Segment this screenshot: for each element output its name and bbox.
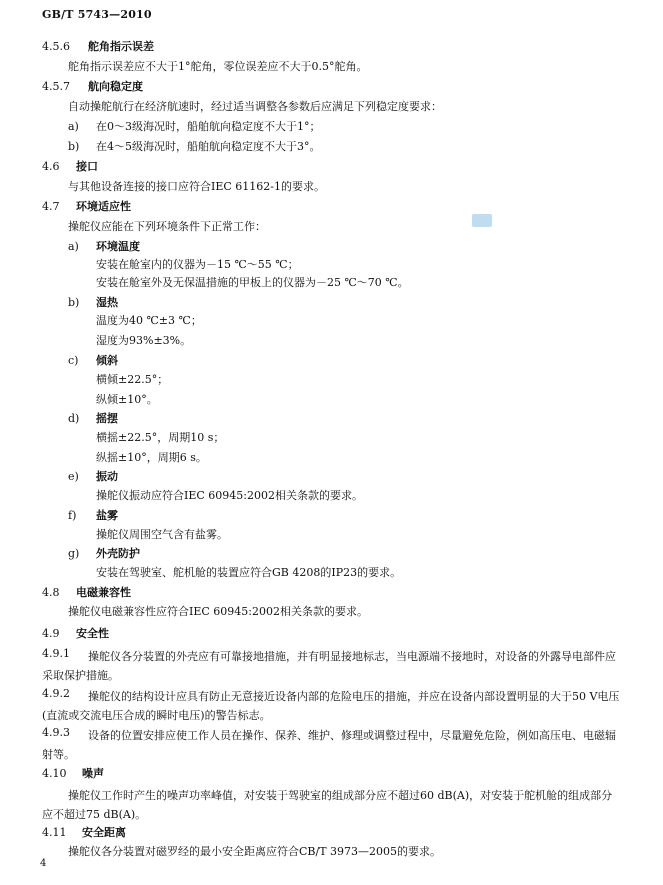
list-marker: d) xyxy=(68,412,80,425)
paragraph-text: 舵角指示误差应不大于1°舵角，零位误差应不大于0.5°舵角。 xyxy=(68,60,368,73)
clause-number: 4.9.2 xyxy=(42,687,70,700)
list-marker: b) xyxy=(68,296,80,309)
list-item-title: 湿热 xyxy=(96,296,118,309)
list-marker: c) xyxy=(68,354,79,367)
standard-code-header: GB/T 5743—2010 xyxy=(42,8,152,21)
list-item-text: 横摇±22.5°，周期10 s； xyxy=(96,431,225,444)
clause-title: 噪声 xyxy=(82,767,104,780)
paragraph-text: 与其他设备连接的接口应符合IEC 61162-1的要求。 xyxy=(68,180,325,193)
list-marker: e) xyxy=(68,470,79,483)
list-item-title: 摇摆 xyxy=(96,412,118,425)
list-item-text: 横倾±22.5°； xyxy=(96,373,169,386)
clause-number: 4.7 xyxy=(42,200,60,213)
clause-number: 4.5.7 xyxy=(42,80,70,93)
clause-title: 电磁兼容性 xyxy=(76,586,131,599)
list-item-text: 在0～3级海况时，船舶航向稳定度不大于1°； xyxy=(96,120,321,133)
list-item-text: 温度为40 ℃±3 ℃； xyxy=(96,314,202,327)
list-item-title: 盐雾 xyxy=(96,509,118,522)
clause-text: 设备的位置安排应使工作人员在操作、保养、维护、修理或调整过程中，尽量避免危险，例如高压电、电磁辐射等。 xyxy=(42,729,616,761)
list-item-title: 外壳防护 xyxy=(96,547,140,560)
list-item-text: 纵摇±10°，周期6 s。 xyxy=(96,451,207,464)
list-item-text: 安装在驾驶室、舵机舱的装置应符合GB 4208的IP23的要求。 xyxy=(96,566,402,579)
watermark-icon xyxy=(472,214,492,227)
clause-number: 4.9 xyxy=(42,627,60,640)
clause-number: 4.9.1 xyxy=(42,647,70,660)
list-marker: g) xyxy=(68,547,80,560)
clause-number: 4.9.3 xyxy=(42,726,70,739)
clause-title: 安全距离 xyxy=(82,826,126,839)
list-item-title: 环境温度 xyxy=(96,240,140,253)
clause-title: 航向稳定度 xyxy=(88,80,143,93)
clause-title: 接口 xyxy=(76,160,98,173)
list-marker: a) xyxy=(68,240,79,253)
clause-text: 操舵仪的结构设计应具有防止无意接近设备内部的危险电压的措施，并应在设备内部设置明显的大于50 V电压(直流或交流电压合成的瞬时电压)的警告标志。 xyxy=(42,690,620,722)
clause-title: 舵角指示误差 xyxy=(88,40,154,53)
paragraph-text: 操舵仪应能在下列环境条件下正常工作： xyxy=(68,220,266,233)
clause-title: 环境适应性 xyxy=(76,200,131,213)
clause-number: 4.10 xyxy=(42,767,67,780)
list-marker: a) xyxy=(68,120,79,133)
list-item-text: 湿度为93%±3%。 xyxy=(96,334,192,347)
clause-title: 安全性 xyxy=(76,627,109,640)
clause-number: 4.11 xyxy=(42,826,67,839)
paragraph-text: 自动操舵航行在经济航速时，经过适当调整各参数后应满足下列稳定度要求： xyxy=(68,100,442,113)
paragraph-text: 操舵仪各分装置对磁罗经的最小安全距离应符合CB/T 3973—2005的要求。 xyxy=(68,845,442,858)
page-number: 4 xyxy=(40,858,47,869)
list-item-text: 在4～5级海况时，船舶航向稳定度不大于3°。 xyxy=(96,140,321,153)
list-item-text: 安装在舱室内的仪器为－15 ℃～55 ℃； xyxy=(96,258,299,271)
list-item-text: 安装在舱室外及无保温措施的甲板上的仪器为－25 ℃～70 ℃。 xyxy=(96,276,409,289)
clause-number: 4.6 xyxy=(42,160,60,173)
paragraph-text: 操舵仪电磁兼容性应符合IEC 60945:2002相关条款的要求。 xyxy=(68,605,368,618)
paragraph-text: 操舵仪工作时产生的噪声功率峰值，对安装于驾驶室的组成部分应不超过60 dB(A)，对安装于舵机舱的组成部分应不超过75 dB(A)。 xyxy=(42,789,613,821)
clause-text: 操舵仪各分装置的外壳应有可靠接地措施，并有明显接地标志，当电源端不接地时，对设备的外露导电部件应采取保护措施。 xyxy=(42,650,616,682)
list-marker: b) xyxy=(68,140,80,153)
list-item-title: 倾斜 xyxy=(96,354,118,367)
list-item-text: 操舵仪周围空气含有盐雾。 xyxy=(96,528,228,541)
clause-number: 4.8 xyxy=(42,586,60,599)
list-item-text: 纵倾±10°。 xyxy=(96,393,158,406)
list-item-text: 操舵仪振动应符合IEC 60945:2002相关条款的要求。 xyxy=(96,489,363,502)
list-marker: f) xyxy=(68,509,77,522)
clause-number: 4.5.6 xyxy=(42,40,70,53)
list-item-title: 振动 xyxy=(96,470,118,483)
